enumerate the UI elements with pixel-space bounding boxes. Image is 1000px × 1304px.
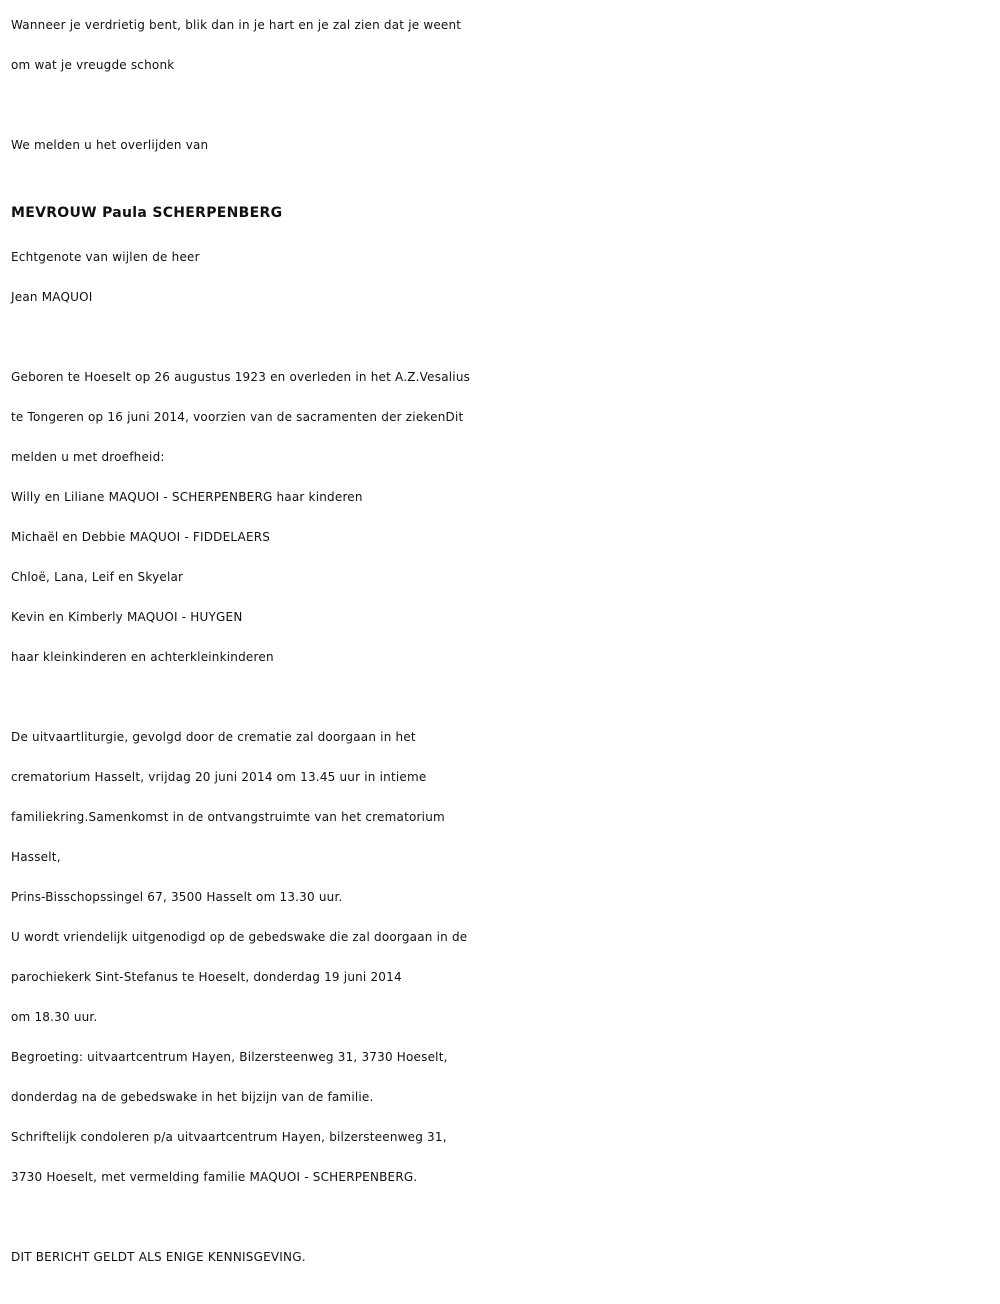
ceremony-line: om 18.30 uur. — [11, 1010, 98, 1024]
ceremony-line: U wordt vriendelijk uitgenodigd op de gebedswake die zal doorgaan in de — [11, 930, 468, 944]
ceremony-line: Prins-Bisschopssingel 67, 3500 Hasselt om 13.30 uur. — [11, 890, 343, 904]
family-line: Willy en Liliane MAQUOI - SCHERPENBERG haar kinderen — [11, 490, 363, 504]
motto-line: Wanneer je verdrietig bent, blik dan in je hart en je zal zien dat je weent — [11, 18, 462, 32]
deceased-name: MEVROUW Paula SCHERPENBERG — [11, 205, 283, 221]
ceremony-line: parochiekerk Sint-Stefanus te Hoeselt, donderdag 19 juni 2014 — [11, 970, 402, 984]
spacer — [11, 677, 996, 717]
intro-text: We melden u het overlijden van — [11, 138, 209, 152]
announcement-line: melden u met droefheid: — [11, 450, 165, 464]
spacer — [11, 317, 996, 357]
motto — [11, 5, 996, 85]
family-line: Chloë, Lana, Leif en Skyelar — [11, 570, 184, 584]
family-line: Michaël en Debbie MAQUOI - FIDDELAERS — [11, 530, 271, 544]
family-line: haar kleinkinderen en achterkleinkinderen — [11, 650, 274, 664]
ceremony-line: donderdag na de gebedswake in het bijzijn van de familie. — [11, 1090, 374, 1104]
announcement-line: te Tongeren op 16 juni 2014, voorzien van de sacramenten der ziekenDit — [11, 410, 464, 424]
ceremony-paragraph — [11, 717, 996, 1197]
motto-line: om wat je vreugde schonk — [11, 58, 175, 72]
ceremony-line: 3730 Hoeselt, met vermelding familie MAQUOI - SCHERPENBERG. — [11, 1170, 418, 1184]
family-line: Kevin en Kimberly MAQUOI - HUYGEN — [11, 610, 243, 624]
ceremony-line: crematorium Hasselt, vrijdag 20 juni 2014 om 13.45 uur in intieme — [11, 770, 427, 784]
spacer — [11, 1197, 996, 1237]
ceremony-line: De uitvaartliturgie, gevolgd door de crematie zal doorgaan in het — [11, 730, 416, 744]
ceremony-line: Schriftelijk condoleren p/a uitvaartcentrum Hayen, bilzersteenweg 31, — [11, 1130, 447, 1144]
obituary-notice — [11, 5, 996, 1277]
announcement-paragraph — [11, 357, 996, 677]
closing-notice: DIT BERICHT GELDT ALS ENIGE KENNISGEVING. — [11, 1250, 306, 1264]
ceremony-line: familiekring.Samenkomst in de ontvangstruimte van het crematorium — [11, 810, 445, 824]
announcement-line: Geboren te Hoeselt op 26 augustus 1923 en overleden in het A.Z.Vesalius — [11, 370, 471, 384]
relation-line: Jean MAQUOI — [11, 290, 93, 304]
ceremony-line: Begroeting: uitvaartcentrum Hayen, Bilzersteenweg 31, 3730 Hoeselt, — [11, 1050, 448, 1064]
ceremony-line: Hasselt, — [11, 850, 61, 864]
spacer — [11, 165, 996, 189]
relation-line: Echtgenote van wijlen de heer — [11, 250, 200, 264]
spacer — [11, 85, 996, 125]
